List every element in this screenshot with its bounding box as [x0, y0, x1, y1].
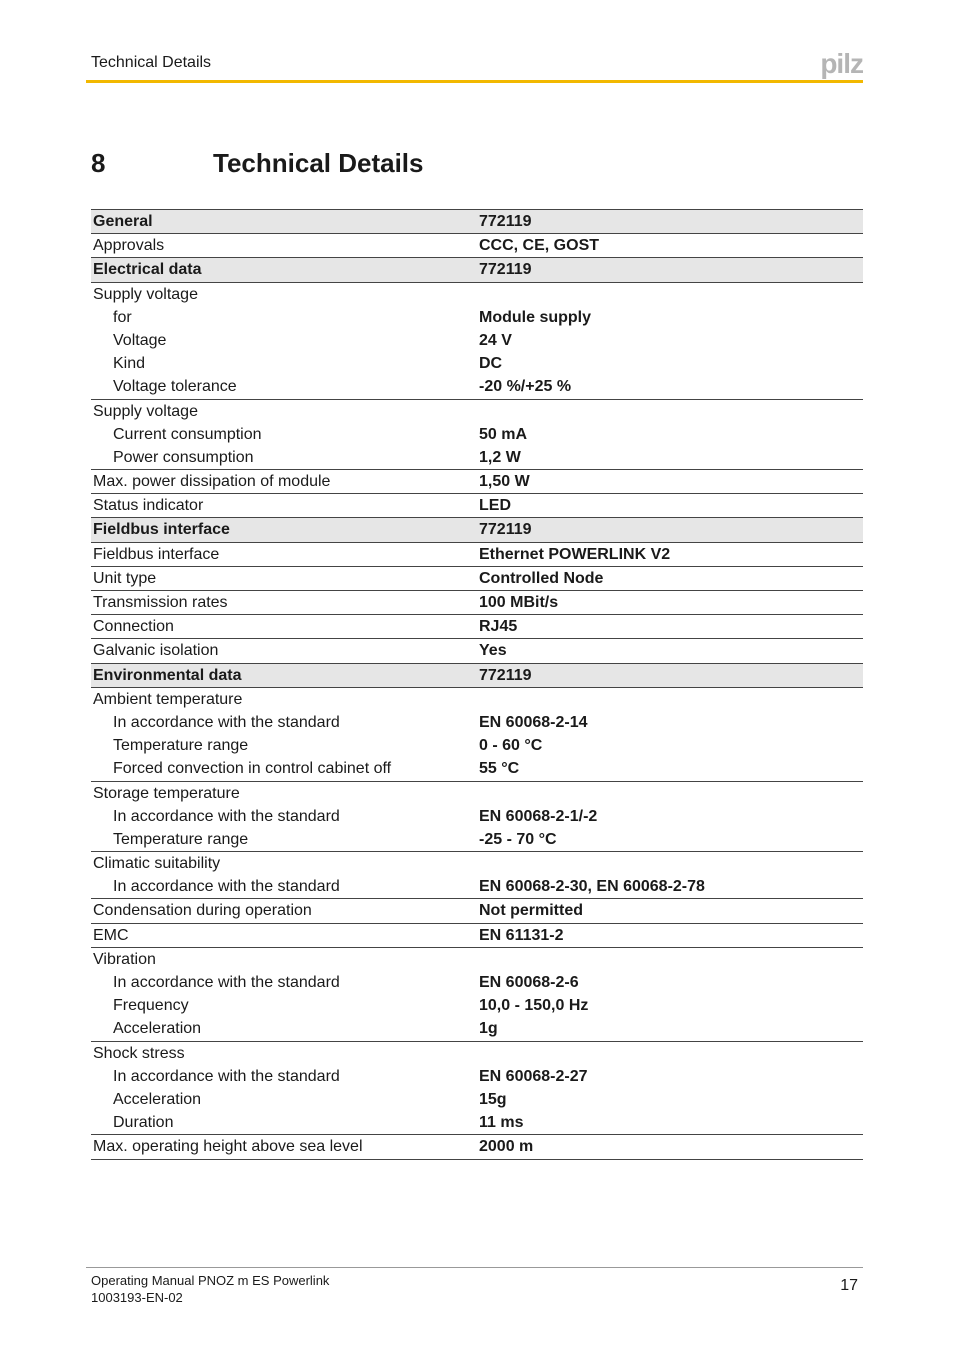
- value-cell: [479, 591, 863, 615]
- value-cell: [479, 234, 863, 258]
- chapter-title: Technical Details: [213, 148, 424, 178]
- spec-value: 10,0 - 150,0 Hz: [479, 997, 589, 1015]
- spec-value: [479, 1042, 863, 1065]
- table-row: [91, 282, 863, 399]
- label-cell: [91, 399, 479, 470]
- value-cell: [479, 518, 863, 542]
- table-row: [91, 781, 863, 852]
- spec-label: Condensation during operation: [93, 902, 312, 920]
- spec-label: Voltage tolerance: [113, 378, 237, 396]
- spec-label: Supply voltage: [93, 402, 198, 420]
- spec-label: In accordance with the standard: [113, 807, 340, 825]
- table-row: [91, 591, 863, 615]
- label-cell: [91, 1135, 479, 1159]
- spec-value: 772119: [479, 261, 532, 279]
- label-cell: [91, 687, 479, 781]
- table-row: [91, 234, 863, 258]
- spec-label: Galvanic isolation: [93, 642, 219, 660]
- table-row: [91, 1135, 863, 1159]
- label-cell: [91, 210, 479, 234]
- value-cell: [479, 923, 863, 947]
- spec-label: In accordance with the standard: [113, 1067, 340, 1085]
- value-cell: [479, 399, 863, 470]
- label-cell: [91, 663, 479, 687]
- value-cell: [479, 1135, 863, 1159]
- spec-value: -20 %/+25 %: [479, 378, 572, 396]
- label-cell: [91, 470, 479, 494]
- spec-label: Duration: [113, 1114, 174, 1132]
- spec-label: Temperature range: [113, 830, 249, 848]
- spec-value: -25 - 70 °C: [479, 830, 557, 848]
- spec-value: 1,50 W: [479, 473, 530, 491]
- footer-manual-title: Operating Manual PNOZ m ES Powerlink: [91, 1273, 330, 1288]
- spec-label: In accordance with the standard: [113, 713, 340, 731]
- spec-label: Temperature range: [113, 737, 249, 755]
- section-header-row: [91, 258, 863, 282]
- spec-value: EN 60068-2-14: [479, 713, 588, 731]
- header-rule: [86, 80, 863, 83]
- section-header-row: [91, 210, 863, 234]
- table-row: [91, 542, 863, 566]
- label-cell: [91, 518, 479, 542]
- pilz-logo: pilz: [820, 48, 863, 79]
- footer-doc-number: 1003193-EN-02: [91, 1290, 183, 1305]
- table-row: [91, 399, 863, 470]
- table-row: [91, 687, 863, 781]
- spec-label: Unit type: [93, 569, 157, 587]
- spec-label: Max. power dissipation of module: [93, 473, 331, 491]
- spec-value: 55 °C: [479, 760, 520, 778]
- spec-value: Not permitted: [479, 902, 583, 920]
- table-row: [91, 947, 863, 1041]
- value-cell: [479, 1041, 863, 1135]
- label-cell: [91, 947, 479, 1041]
- spec-value: 772119: [479, 521, 532, 539]
- spec-label: Status indicator: [93, 497, 204, 515]
- spec-value: EN 60068-2-1/-2: [479, 807, 598, 825]
- label-cell: [91, 591, 479, 615]
- spec-label: Max. operating height above sea level: [93, 1138, 363, 1156]
- spec-value: [479, 948, 863, 971]
- spec-label: Electrical data: [93, 261, 202, 279]
- spec-value: [479, 688, 863, 711]
- spec-value: 1g: [479, 1020, 498, 1038]
- value-cell: [479, 687, 863, 781]
- spec-value: 11 ms: [479, 1114, 524, 1132]
- table-row: [91, 615, 863, 639]
- value-cell: [479, 210, 863, 234]
- spec-value: EN 60068-2-6: [479, 974, 579, 991]
- label-cell: [91, 494, 479, 518]
- table-row: [91, 639, 863, 663]
- label-cell: [91, 923, 479, 947]
- spec-value: 50 mA: [479, 425, 528, 443]
- value-cell: [479, 663, 863, 687]
- table-row: [91, 470, 863, 494]
- value-cell: [479, 282, 863, 399]
- spec-value: [479, 400, 863, 423]
- spec-label: In accordance with the standard: [113, 878, 340, 896]
- label-cell: [91, 258, 479, 282]
- spec-label: Storage temperature: [93, 784, 240, 802]
- spec-label: In accordance with the standard: [113, 974, 340, 991]
- spec-value: Yes: [479, 642, 507, 660]
- spec-value: EN 61131-2: [479, 926, 564, 944]
- spec-label: Frequency: [113, 997, 189, 1015]
- spec-label: Acceleration: [113, 1020, 202, 1038]
- label-cell: [91, 852, 479, 899]
- label-cell: [91, 566, 479, 590]
- spec-label: Forced convection in control cabinet off: [113, 760, 392, 778]
- value-cell: [479, 615, 863, 639]
- spec-value: DC: [479, 355, 503, 373]
- spec-value: 0 - 60 °C: [479, 737, 543, 755]
- spec-value: [479, 782, 863, 805]
- label-cell: [91, 234, 479, 258]
- page-header: [86, 0, 863, 83]
- label-cell: [91, 899, 479, 923]
- label-cell: [91, 542, 479, 566]
- spec-value: LED: [479, 497, 511, 515]
- spec-value: Controlled Node: [479, 569, 604, 587]
- label-cell: [91, 781, 479, 852]
- value-cell: [479, 470, 863, 494]
- value-cell: [479, 258, 863, 282]
- spec-value: EN 60068-2-27: [479, 1067, 588, 1085]
- spec-label: Acceleration: [113, 1090, 202, 1108]
- spec-value: 24 V: [479, 331, 512, 349]
- table-row: [91, 566, 863, 590]
- page-number: 17: [840, 1277, 858, 1294]
- header-title: Technical Details: [91, 54, 212, 71]
- spec-label: Current consumption: [113, 425, 262, 443]
- spec-label: Transmission rates: [93, 594, 228, 611]
- value-cell: [479, 639, 863, 663]
- label-cell: [91, 282, 479, 399]
- spec-value: Ethernet POWERLINK V2: [479, 545, 671, 563]
- value-cell: [479, 947, 863, 1041]
- footer-rule: [86, 1267, 863, 1268]
- spec-label: Power consumption: [113, 448, 254, 466]
- label-cell: [91, 615, 479, 639]
- spec-label: Climatic suitability: [93, 855, 221, 873]
- spec-label: Approvals: [93, 237, 165, 255]
- spec-label: Shock stress: [93, 1044, 185, 1062]
- spec-value: 100 MBit/s: [479, 594, 559, 611]
- value-cell: [479, 494, 863, 518]
- spec-value: 772119: [479, 213, 532, 230]
- spec-value: RJ45: [479, 618, 518, 636]
- table-row: [91, 923, 863, 947]
- spec-label: Ambient temperature: [93, 690, 243, 708]
- technical-details-table: [91, 209, 863, 1160]
- table-row: [91, 899, 863, 923]
- table-row: [91, 852, 863, 899]
- label-cell: [91, 639, 479, 663]
- spec-label: for: [113, 308, 132, 326]
- section-header-row: [91, 518, 863, 542]
- spec-value: Module supply: [479, 308, 591, 326]
- spec-label: General: [93, 213, 153, 230]
- spec-value: 772119: [479, 666, 532, 684]
- chapter-number: 8: [91, 148, 106, 178]
- spec-label: Fieldbus interface: [93, 545, 220, 563]
- spec-label: Supply voltage: [93, 285, 198, 303]
- spec-label: EMC: [93, 926, 129, 944]
- spec-value: 15g: [479, 1090, 507, 1108]
- value-cell: [479, 542, 863, 566]
- value-cell: [479, 566, 863, 590]
- spec-value: [479, 852, 863, 875]
- spec-label: Vibration: [93, 950, 156, 968]
- spec-value: 2000 m: [479, 1138, 534, 1156]
- spec-label: Voltage: [113, 331, 167, 349]
- value-cell: [479, 781, 863, 852]
- spec-label: Environmental data: [93, 666, 242, 684]
- section-header-row: [91, 663, 863, 687]
- spec-label: Connection: [93, 618, 174, 636]
- spec-label: Fieldbus interface: [93, 521, 230, 539]
- spec-value: [479, 283, 863, 306]
- spec-value: EN 60068-2-30, EN 60068-2-78: [479, 878, 705, 896]
- value-cell: [479, 852, 863, 899]
- label-cell: [91, 1041, 479, 1135]
- value-cell: [479, 899, 863, 923]
- table-row: [91, 494, 863, 518]
- spec-value: CCC, CE, GOST: [479, 237, 600, 255]
- spec-label: Kind: [113, 355, 146, 373]
- spec-value: 1,2 W: [479, 448, 521, 466]
- table-row: [91, 1041, 863, 1135]
